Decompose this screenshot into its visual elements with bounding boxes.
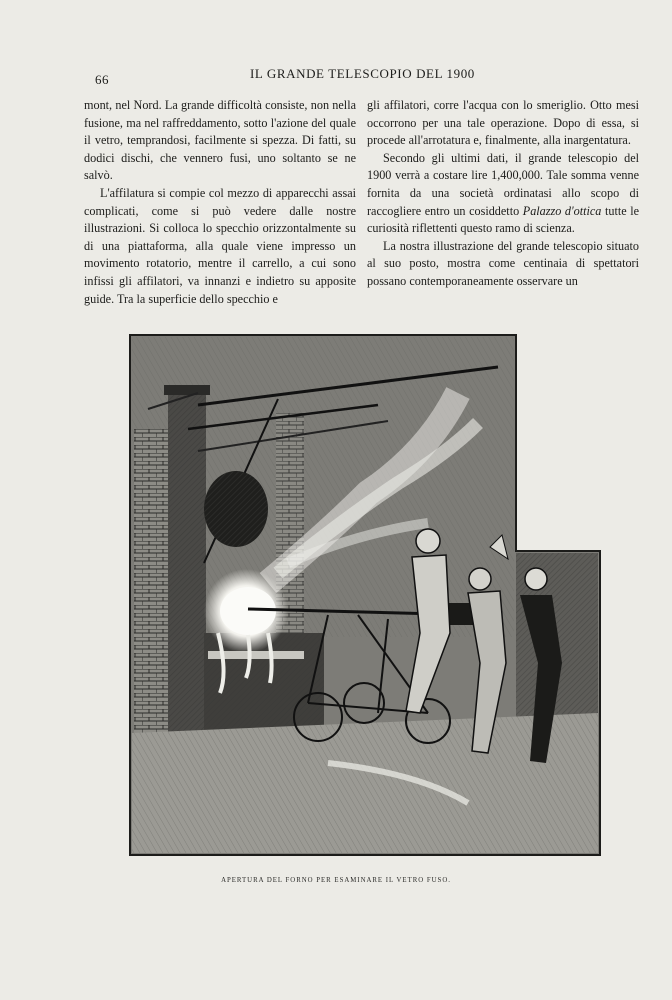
paragraph: gli affilatori, corre l'acqua con lo smeriglio. Otto mesi occorrono per una tale operazione. Dopo di essa, si procede all'arrotatura e, finalmente, alla inargentatura. <box>367 98 639 148</box>
paragraph: mont, nel Nord. La grande difficoltà consiste, non nella fusione, ma nel raffreddamento, sotto l'azione del quale il vetro, temprandosi, facilmente si spezza. Di fatti, su dodici dischi, che vennero fusi, uno soltanto se ne salvò. <box>84 98 356 183</box>
paragraph: L'affilatura si compie col mezzo di apparecchi assai complicati, come si può vedere dalle nostre illustrazioni. Si colloca lo specchio orizzontalmente su di una piattaforma, alla quale viene impresso un movimento rotatorio, mentre il carrello, a cui sono infissi gli affilatori, va innanzi e indietro su apposite guide. Tra la superficie dello specchio e <box>84 185 356 306</box>
paragraph: La nostra illustrazione del grande telescopio situato al suo posto, mostra come centinaia di spettatori possano contemporaneamente osservare un <box>367 238 639 288</box>
text-column-left <box>84 97 356 308</box>
figure-caption: APERTURA DEL FORNO PER ESAMINARE IL VETRO FUSO. <box>221 877 451 884</box>
page-number: 66 <box>95 72 109 87</box>
running-title: IL GRANDE TELESCOPIO DEL 1900 <box>250 66 475 81</box>
paragraph-text: Secondo gli ultimi dati, il grande telescopio del 1900 verrà a costare lire 1,400,000. Tale somma venne fornita da una società ordinatasi allo scopo di raccogliere entro un cosiddetto <box>367 150 639 218</box>
paragraph-text: tutte le curiosità riflettenti questo ramo di scienza. <box>367 203 639 236</box>
text-column-right <box>367 97 639 291</box>
italic-term: Palazzo d'ottica <box>522 203 602 218</box>
furnace-illustration <box>128 333 604 859</box>
paragraph <box>367 150 639 238</box>
